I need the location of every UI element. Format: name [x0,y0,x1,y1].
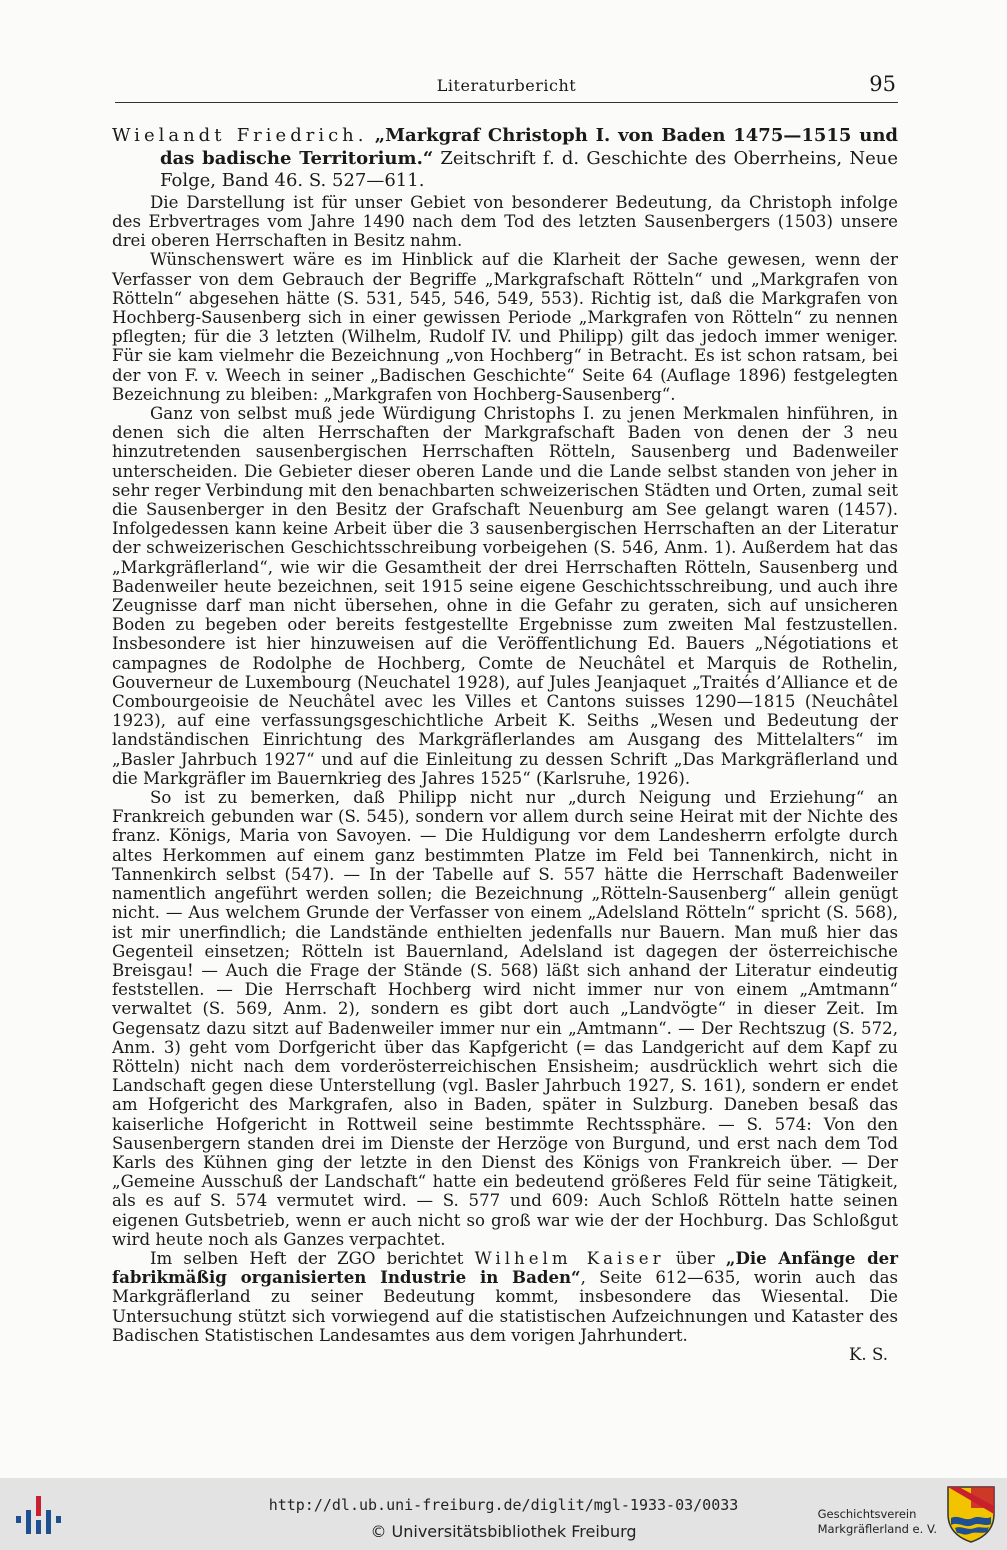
copyright-notice: © Universitätsbibliothek Freiburg [370,1522,637,1541]
page-number: 95 [869,72,896,96]
second-entry-mid: über [664,1248,726,1268]
reviewer-signature: K. S. [849,1344,888,1364]
entry-source: Zeitschrift f. d. Geschichte des Oberrheins, Neue Folge, Band 46. S. 527—611. [160,147,898,192]
entry-title: „Markgraf Christoph I. von Baden 1475—1515 und das badische Territorium.“ [160,125,899,169]
second-entry-title: „Die Anfänge der fabrikmäßig organisierten Industrie in Baden“ [112,1247,898,1288]
paragraph-4: So ist zu bemerken, daß Philipp nicht nur „durch Neigung und Erziehung“ an Frankreich gebunden war (S. 545), sondern vor allem durch seine Heirat mit der Nichte des franz. Königs, Maria von Savoyen. — Die Huldigung vor dem Landesherrn erfolgte durch altes Herkommen auf einem ganz bestimmten Platze im Feld bei Tannenkirch, nicht in Tannenkirch selbst (547). — In der Tabelle auf S. 557 hätte die Herrschaft Badenweiler namentlich angeführt werden sollen; die Bezeichnung „Rötteln-Sausenberg“ allein genügt nicht. — Aus welchem Grunde der Verfasser von einem „Adelsland Rötteln“ spricht (S. 568), ist mir unerfindlich; die Landstände enthielten jedenfalls nur Bauern. Man muß hier das Gegenteil einsetzen; Rötteln ist Bauernland, Adelsland ist dagegen der österreichische Breisgau! — Auch die Frage der Stände (S. 568) läßt sich anhand der Literatur eindeutig feststellen. — Die Herrschaft Hochberg wird nicht immer nur von einem „Amtmann“ verwaltet (S. 569, Anm. 2), sondern es gibt dort auch „Landvögte“ in dieser Zeit. Im Gegensatz dazu sitzt auf Badenweiler immer nur ein „Amtmann“. — Der Rechtszug (S. 572, Anm. 3) geht vom Dorfgericht über das Kapfgericht (= das Landgericht auf dem Kapf zu Rötteln) nicht nach dem vorderösterreichischen Ensisheim; ausdrücklich wehrt sich die Landschaft gegen diese Unterstellung (vgl. Basler Jahrbuch 1927, S. 161), sondern er endet am Hofgericht des Markgrafen, also in Baden, später in Sulzburg. Daneben besaß das kaiserliche Hofgericht in Rottweil seine bestimmte Rechtssphäre. — S. 574: Von den Sausenbergern standen drei im Dienste der Herzöge von Burgund, und erst nach dem Tod Karls des Kühnen ging der letzte in den Dienst des Königs von Frankreich über. — Der „Gemeine Ausschuß der Landschaft“ hatte ein bedeutend größeres Feld für seine Tätigkeit, als es auf S. 574 vermutet wird. — S. 577 und 609: Auch Schloß Rötteln hatte seinen eigenen Gutsbetrieb, wenn er auch nicht so groß war wie der der Hochburg. Das Schloßgut wird heute noch als Ganzes verpachtet. [112,788,898,1249]
publisher-line-1: Geschichtsverein [817,1507,917,1521]
paragraph-3: Ganz von selbst muß jede Würdigung Christophs I. zu jenen Merkmalen hinführen, in denen sich die alten Herrschaften der Markgrafschaft Baden von denen der 3 neu hinzutretenden sausenbergischen Herrschaften Rötteln, Sausenberg und Badenweiler unterscheiden. Die Gebieter dieser oberen Lande und die Lande selbst standen von jeher in sehr reger Verbindung mit den benachbarten schweizerischen Städten und Orten, zumal seit die Sausenberger in den Besitz der Grafschaft Neuenburg am See gelangt waren (1457). Infolgedessen kann keine Arbeit über die 3 sausenbergischen Herrschaften an der Literatur der schweizerischen Geschichtsschreibung vorbeigehen (S. 546, Anm. 1). Außerdem hat das „Markgräflerland“, wie wir die Gesamtheit der drei Herrschaften Rötteln, Sausenberg und Badenweiler heute bezeichnen, seit 1915 seine eigene Geschichtsschreibung, und auch ihre Zeugnisse darf man nicht übersehen, ohne in die Gefahr zu geraten, sich auf unsicheren Boden zu begeben oder bereits festgestellte Ergebnisse zum zweiten Mal festzustellen. Insbesondere ist hier hinzuweisen auf die Veröffentlichung Ed. Bauers „Négotiations et campagnes de Rodolphe de Hochberg, Comte de Neuchâtel et Marquis de Rothelin, Gouverneur de Luxembourg (Neuchatel 1928), auf Jules Jeanjaquet „Traités d’Alliance et de Combourgeoisie de Neuchâtel avec les Villes et Cantons suisses 1290—1815 (Neuchâtel 1923), auf eine verfassungsgeschichtliche Arbeit K. Seiths „Wesen und Bedeutung der landständischen Einrichtung des Markgräflerlandes am Ausgang des Mittelalters“ im „Basler Jahrbuch 1927“ und auf die Einleitung zu dessen Schrift „Das Markgräflerland und die Markgräfler im Bauernkrieg des Jahres 1525“ (Karlsruhe, 1926). [112,404,898,788]
permalink-link[interactable]: http://dl.ub.uni-freiburg.de/diglit/mgl-1933-03/0033 [268,1496,739,1514]
running-head [115,72,898,103]
second-entry-lead: Im selben Heft der ZGO berichtet [150,1248,475,1268]
second-entry [112,1249,898,1345]
publisher-name [818,1507,937,1537]
running-title: Literaturbericht [436,76,577,95]
coat-of-arms-icon [945,1484,997,1544]
entry-heading [112,125,898,193]
second-entry-author: Wilhelm Kaiser [474,1248,665,1268]
publisher-line-2: Markgräflerland e. V. [817,1522,937,1536]
entry-author: Wielandt Friedrich. [112,125,368,146]
paragraph-1: Die Darstellung ist für unser Gebiet von besonderer Bedeutung, da Christoph infolge des Erbvertrages vom Jahre 1490 nach dem Tod des letzten Sausenbergers (1503) unsere drei oberen Herrschaften in Besitz nahm. [112,192,898,251]
viewer-footer [0,1478,1007,1550]
paragraph-2: Wünschenswert wäre es im Hinblick auf die Klarheit der Sache gewesen, wenn der Verfasser von dem Gebrauch der Begriffe „Markgrafschaft Rötteln“ und „Markgrafen von Rötteln“ abgesehen hätte (S. 531, 545, 546, 549, 553). Richtig ist, daß die Markgrafen von Hochberg-Sausenberg sich in einer gewissen Periode „Markgrafen von Rötteln“ zu nennen pflegten; für die 3 letzten (Wilhelm, Rudolf IV. und Philipp) gilt das jedoch immer weniger. Für sie kam vielmehr die Bezeichnung „von Hochberg“ in Betracht. Es ist schon ratsam, bei der von F. v. Weech in seiner „Badischen Geschichte“ Seite 64 (Auflage 1896) festgelegten Bezeichnung zu bleiben: „Markgrafen von Hochberg-Sausenberg“. [112,250,898,404]
text-column [112,125,898,1364]
second-entry-rest: , Seite 612—635, worin auch das Markgräflerland zu seiner Bedeutung kommt, insbesondere das Wiesental. Die Untersuchung stützt sich vorwiegend auf die statistischen Aufzeichnungen und Kataster des Badischen Statistischen Landesamtes aus dem vorigen Jahrhundert. [112,1268,898,1345]
